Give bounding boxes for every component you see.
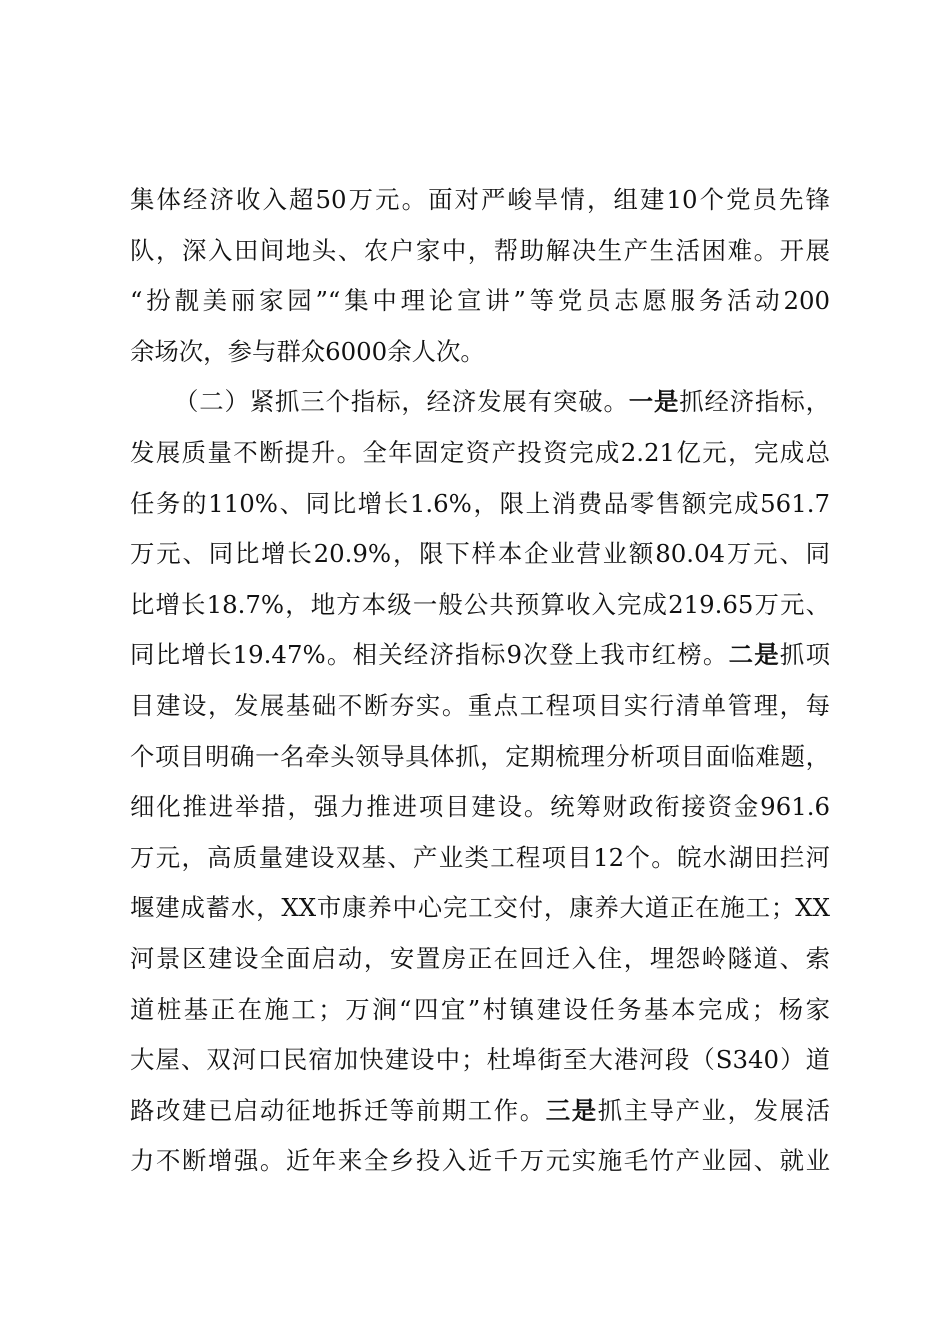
bold-text-segment: 一是 (628, 387, 680, 417)
text-segment: 余场次，参与群众6000余人次。 (130, 336, 485, 366)
text-segment: 目建设，发展基础不断夯实。重点工程项目实行清单管理，每 (130, 691, 830, 720)
text-line (130, 482, 830, 526)
text-segment: 细化推进举措，强力推进项目建设。统筹财政衔接资金961.6 (130, 792, 830, 822)
text-line (130, 583, 830, 627)
text-line (130, 229, 830, 273)
text-segment: 大屋、双河口民宿加快建设中；杜埠街至大港河段（S340）道 (130, 1045, 830, 1075)
text-line (130, 836, 830, 880)
text-segment: 河景区建设全面启动，安置房正在回迁入住，埋怨岭隧道、索 (130, 944, 830, 973)
text-segment: 道桩基正在施工；万涧“四宜”村镇建设任务基本完成；杨家 (130, 994, 830, 1024)
text-segment: 同比增长19.47%。相关经济指标9次登上我市红榜。 (130, 640, 729, 670)
text-line (130, 380, 830, 424)
text-line (130, 1089, 830, 1133)
text-segment: 堰建成蓄水，XX市康养中心完工交付，康养大道正在施工；XX (130, 893, 830, 923)
text-line (130, 684, 830, 728)
text-line (130, 886, 830, 930)
text-line (130, 988, 830, 1032)
text-line (130, 785, 830, 829)
text-line (130, 532, 830, 576)
text-line (130, 735, 830, 779)
text-segment: 力不断增强。近年来全乡投入近千万元实施毛竹产业园、就业 (130, 1146, 830, 1176)
text-segment: 个项目明确一名牵头领导具体抓，定期梳理分析项目面临难题， (130, 741, 830, 771)
text-line (130, 431, 830, 475)
text-segment: 比增长18.7%，地方本级一般公共预算收入完成219.65万元、 (130, 589, 830, 619)
text-segment: 抓主导产业，发展活 (597, 1095, 830, 1125)
bold-text-segment: 三是 (545, 1095, 598, 1125)
text-segment: 队，深入田间地头、农户家中，帮助解决生产生活困难。开展 (130, 235, 830, 265)
text-line (130, 633, 830, 677)
text-segment: 万元，高质量建设双基、产业类工程项目12个。皖水湖田拦河 (130, 842, 830, 872)
bold-text-segment: 二是 (728, 640, 780, 670)
text-line (130, 1139, 830, 1183)
text-segment: “扮靓美丽家园”“集中理论宣讲”等党员志愿服务活动200 (130, 286, 830, 316)
text-segment: 集体经济收入超50万元。面对严峻旱情，组建10个党员先锋 (130, 185, 830, 214)
text-line (130, 178, 830, 222)
text-segment: 抓经济指标， (679, 387, 830, 417)
text-segment: 路改建已启动征地拆迁等前期工作。 (130, 1095, 546, 1125)
text-segment: 抓项 (779, 640, 830, 670)
text-line (130, 937, 830, 981)
text-segment: 任务的110%、同比增长1.6%，限上消费品零售额完成561.7 (130, 488, 830, 518)
text-line (130, 330, 830, 374)
text-line (130, 1038, 830, 1082)
text-segment: 万元、同比增长20.9%，限下样本企业营业额80.04万元、同 (130, 539, 830, 569)
text-segment: 发展质量不断提升。全年固定资产投资完成2.21亿元，完成总 (130, 438, 830, 467)
text-segment: （二）紧抓三个指标，经济发展有突破。 (174, 387, 629, 417)
text-line (130, 279, 830, 323)
